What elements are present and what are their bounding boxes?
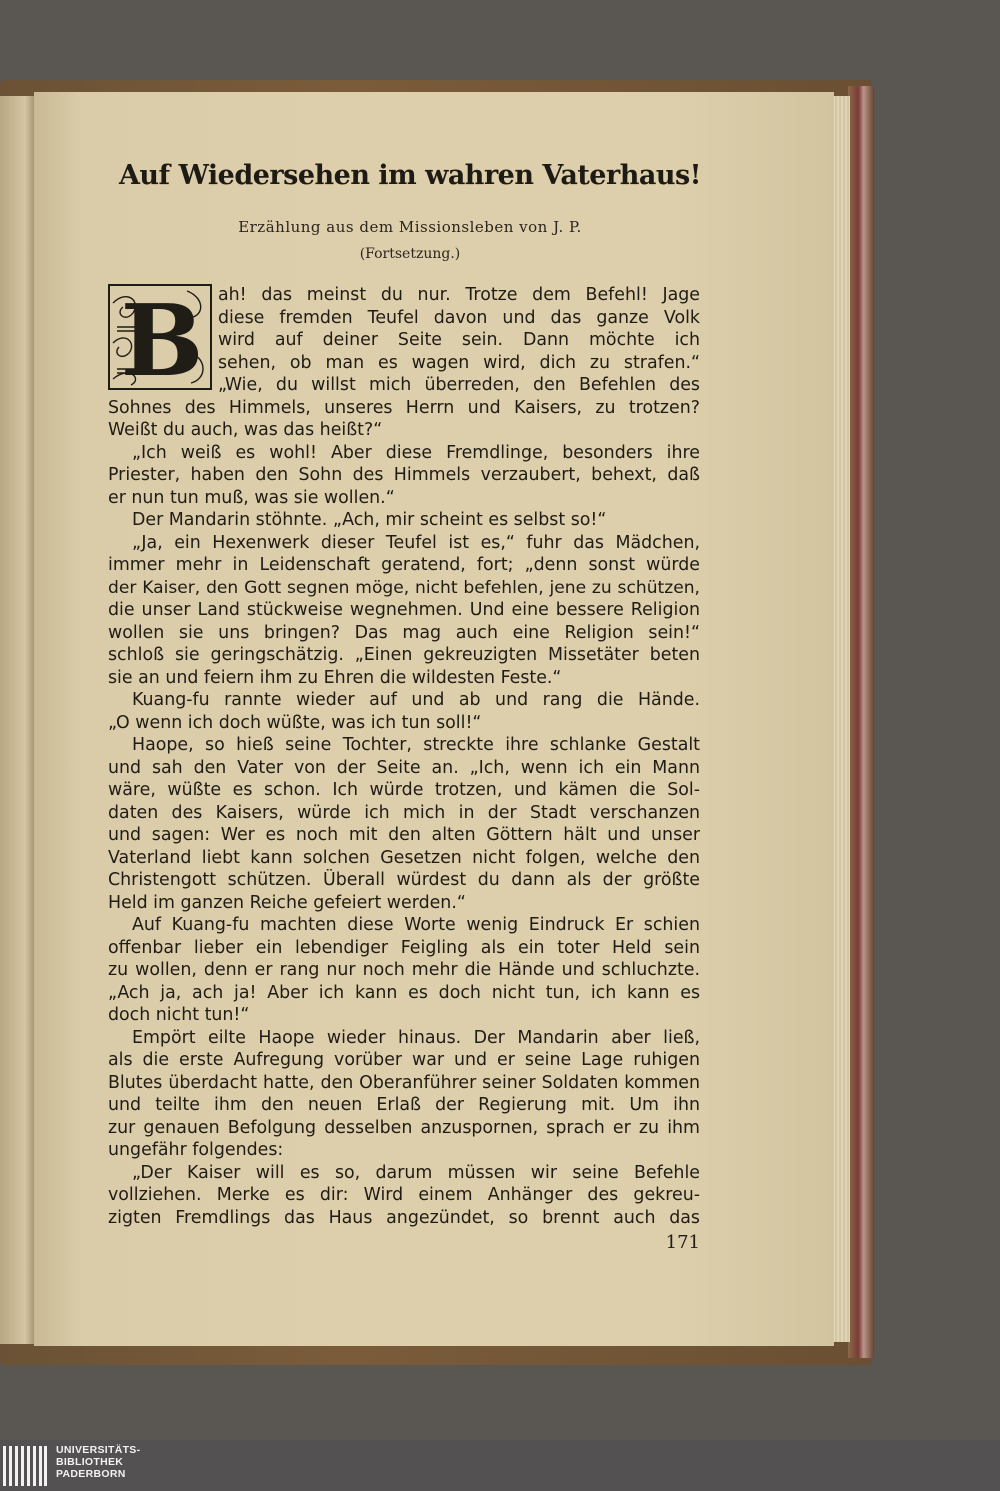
library-name-line: UNIVERSITÄTS- <box>56 1444 141 1456</box>
text-line: daten des Kaisers, würde ich mich in der Stadt verschanzen <box>108 802 700 823</box>
text-line: Der Mandarin stöhnte. „Ach, mir scheint es selbst so!“ <box>132 510 607 530</box>
library-footer <box>0 1440 1000 1491</box>
text-line: schloß sie geringschätzig. „Einen gekreuzigten Missetäter beten <box>108 645 700 665</box>
text-line: zu wollen, denn er rang nur noch mehr die Hände und schluchzte. <box>108 960 700 980</box>
text-line: zigten Fremdlings das Haus angezündet, so brennt auch das <box>108 1207 700 1228</box>
text-line: und teilte ihm den neuen Erlaß der Regierung mit. Um ihn <box>108 1095 700 1115</box>
text-line: und sah den Vater von der Seite an. „Ich, wenn ich ein Mann <box>108 757 700 778</box>
text-line: Blutes überdacht hatte, den Oberanführer seiner Soldaten kommen <box>108 1072 700 1093</box>
text-line: ah! das meinst du nur. Trotze dem Befehl! Jage <box>218 285 700 305</box>
text-line: Weißt du auch, was das heißt?“ <box>108 420 383 440</box>
text-line: ungefähr folgendes: <box>108 1140 284 1160</box>
text-line: diese fremden Teufel davon und das ganze Volk <box>218 307 700 328</box>
text-line: „Wie, du willst mich überreden, den Befehlen des <box>218 375 700 395</box>
text-line: Haope, so hieß seine Tochter, streckte ihre schlanke Gestalt <box>132 735 700 755</box>
page-number: 171 <box>665 1232 700 1253</box>
text-line: wollen sie uns bringen? Das mag auch eine Religion sein!“ <box>108 622 700 643</box>
book-edge <box>848 86 874 1358</box>
text-line: sehen, ob man es wagen wird, dich zu strafen.“ <box>218 352 700 373</box>
library-name-line: BIBLIOTHEK <box>56 1456 124 1468</box>
text-line: wird auf deiner Seite sein. Dann möchte ich <box>218 330 700 350</box>
text-line: immer mehr in Leidenschaft geratend, fort; „denn sonst würde <box>108 555 700 575</box>
text-line: „Der Kaiser will es so, darum müssen wir seine Befehle <box>132 1162 700 1183</box>
library-name <box>56 1444 140 1480</box>
text-line: Held im ganzen Reiche gefeiert werden.“ <box>108 892 466 913</box>
text-line: er nun tun muß, was sie wollen.“ <box>108 487 395 508</box>
text-line: „Ich weiß es wohl! Aber diese Fremdlinge, besonders ihre <box>132 442 700 463</box>
text-line: offenbar lieber ein lebendiger Feigling als ein toter Held sein <box>108 937 700 958</box>
text-line: Vaterland liebt kann solchen Gesetzen nicht folgen, welche den <box>108 847 700 868</box>
text-line: Sohnes des Himmels, unseres Herrn und Kaisers, zu trotzen? <box>108 397 700 418</box>
text-line: die unser Land stückweise wegnehmen. Und eine bessere Religion <box>108 600 700 620</box>
text-line: Kuang-fu rannte wieder auf und ab und rang die Hände. <box>132 690 700 710</box>
text-line: Empört eilte Haope wieder hinaus. Der Mandarin aber ließ, <box>132 1027 700 1048</box>
text-line: „Ja, ein Hexenwerk dieser Teufel ist es,“ fuhr das Mädchen, <box>132 532 700 553</box>
article-subtitle: Erzählung aus dem Missionsleben von J. P. <box>238 218 582 236</box>
left-page-edge <box>0 96 36 1344</box>
text-line: sie an und feiern ihm zu Ehren die wildesten Feste.“ <box>108 667 562 688</box>
library-logo-icon <box>3 1446 47 1486</box>
text-line: doch nicht tun!“ <box>108 1005 250 1025</box>
article-body <box>108 284 700 1229</box>
text-line: „O wenn ich doch wüßte, was ich tun soll!“ <box>108 712 482 733</box>
text-line: der Kaiser, den Gott segnen möge, nicht befehlen, jene zu schützen, <box>108 577 700 598</box>
text-line: und sagen: Wer es noch mit den alten Göttern hält und unser <box>108 825 700 845</box>
text-line: zur genauen Befolgung desselben anzuspornen, sprach er zu ihm <box>108 1117 700 1138</box>
text-line: Priester, haben den Sohn des Himmels verzaubert, behext, daß <box>108 465 700 485</box>
article-title: Auf Wiedersehen im wahren Vaterhaus! <box>118 160 702 191</box>
text-line: Christengott schützen. Überall würdest du dann als der größte <box>108 870 700 890</box>
continuation-note: (Fortsetzung.) <box>359 246 461 262</box>
text-line: „Ach ja, ach ja! Aber ich kann es doch nicht tun, ich kann es <box>108 982 700 1003</box>
text-line: Auf Kuang-fu machten diese Worte wenig Eindruck Er schien <box>132 915 700 935</box>
text-line: als die erste Aufregung vorüber war und er seine Lage ruhigen <box>108 1050 700 1070</box>
text-line: vollziehen. Merke es dir: Wird einem Anhänger des gekreu- <box>108 1185 700 1205</box>
text-line: wäre, wüßte es schon. Ich würde trotzen, und kämen die Sol- <box>108 780 700 800</box>
drop-cap-letter: B <box>120 284 204 391</box>
library-name-line: PADERBORN <box>56 1468 126 1480</box>
